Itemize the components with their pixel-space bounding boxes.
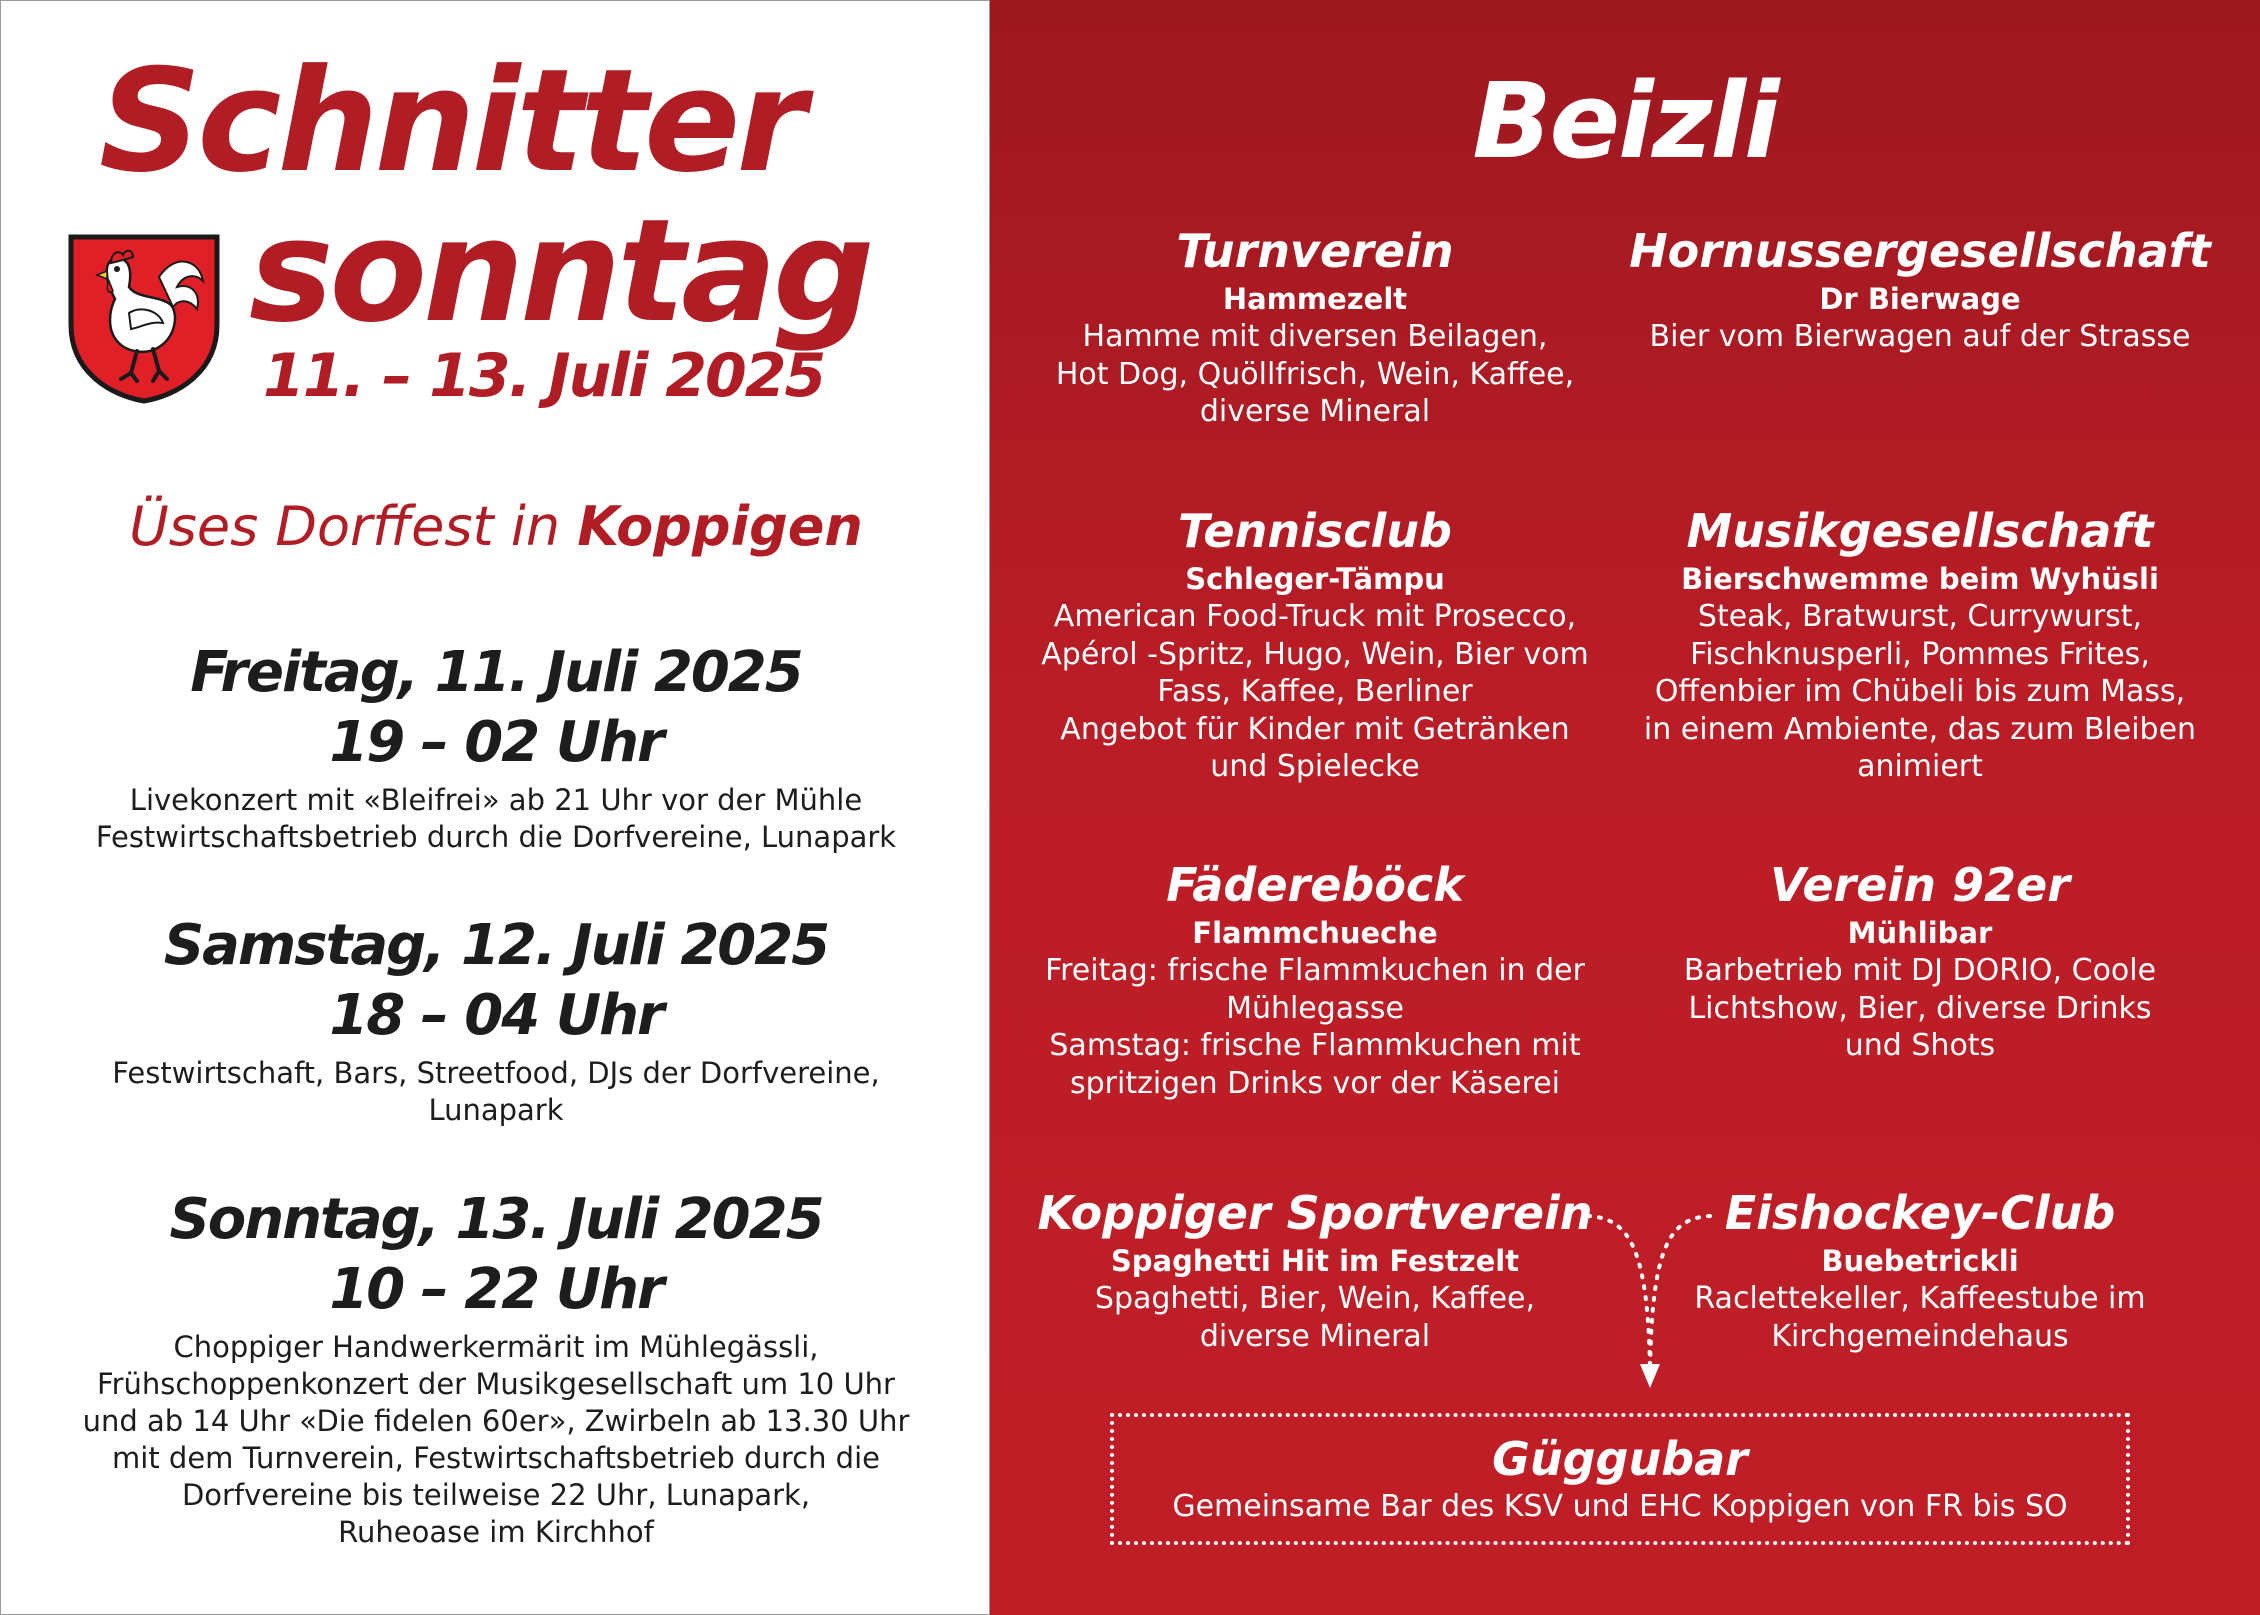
- day-line: Livekonzert mit «Bleifrei» ab 21 Uhr vor der Mühle: [129, 783, 863, 817]
- club-line: Raclettekeller, Kaffeestube im: [1694, 1281, 2146, 1316]
- club-line: spritzigen Drinks vor der Käserei: [1070, 1065, 1560, 1101]
- club-description: [1015, 318, 1615, 431]
- club-description: [1015, 598, 1615, 786]
- club-line: Mühlegasse: [1226, 990, 1404, 1026]
- tagline: [1, 495, 991, 558]
- club-line: und Spielecke: [1210, 749, 1420, 784]
- festival-dates: 11. – 13. Juli 2025: [263, 341, 825, 411]
- club-name: Musikgesellschaft: [1686, 504, 2154, 558]
- title-line-2: sonntag: [249, 189, 871, 354]
- club-line: diverse Mineral: [1199, 1318, 1431, 1354]
- club-line: Fass, Kaffee, Berliner: [1157, 674, 1473, 709]
- club-line: Steak, Bratwurst, Currywurst,: [1697, 599, 2143, 634]
- club-line: Apérol -Spritz, Hugo, Wein, Bier vom: [1041, 636, 1589, 672]
- club-description: [1620, 598, 2220, 786]
- day-hours: 18 – 04 Uhr: [329, 983, 663, 1048]
- club-description: [1620, 952, 2220, 1065]
- bar-description: Gemeinsame Bar des KSV und EHC Koppigen von FR bis SO: [1172, 1489, 2068, 1524]
- club-line: animiert: [1857, 749, 1983, 784]
- day-line: mit dem Turnverein, Festwirtschaftsbetrieb durch die: [112, 1441, 880, 1475]
- club-venue: Spaghetti Hit im Festzelt: [1110, 1244, 1520, 1278]
- club-koppiger-sportverein: [1015, 1184, 1615, 1355]
- club-line: Hot Dog, Quöllfrisch, Wein, Kaffee,: [1055, 356, 1575, 392]
- club-name: Tennisclub: [1177, 504, 1452, 558]
- day-line: Dorfvereine bis teilweise 22 Uhr, Lunapark,: [181, 1478, 811, 1512]
- right-panel: [990, 0, 2260, 1615]
- day-description: [1, 1329, 991, 1551]
- day-line: Choppiger Handwerkermärit im Mühlegässli,: [173, 1330, 819, 1364]
- club-description: [1620, 1280, 2220, 1355]
- club-line: Bier vom Bierwagen auf der Strasse: [1649, 319, 2191, 354]
- club-eishockey-club: [1620, 1184, 2220, 1355]
- club-description: [1015, 952, 1615, 1102]
- club-venue: Bierschwemme beim Wyhüsli: [1681, 562, 2159, 596]
- club-line: Offenbier im Chübeli bis zum Mass,: [1654, 674, 2186, 709]
- club-name: Hornussergesellschaft: [1629, 224, 2211, 278]
- day-line: Lunapark: [428, 1093, 564, 1127]
- club-line: Angebot für Kinder mit Getränken: [1060, 711, 1570, 747]
- club-hornussergesellschaft: [1620, 222, 2220, 356]
- day-description: [1, 1055, 991, 1129]
- day-sunday: [1, 1185, 991, 1551]
- club-line: Lichtshow, Bier, diverse Drinks: [1688, 990, 2152, 1026]
- club-line: Freitag: frische Flammkuchen in der: [1045, 953, 1585, 988]
- club-line: American Food-Truck mit Prosecco,: [1053, 599, 1577, 634]
- club-line: Spaghetti, Bier, Wein, Kaffee,: [1094, 1281, 1536, 1316]
- day-title: Samstag, 12. Juli 2025: [163, 913, 829, 978]
- day-hours: 19 – 02 Uhr: [329, 710, 663, 775]
- club-venue: Buebetrickli: [1821, 1244, 2019, 1278]
- day-saturday: [1, 911, 991, 1129]
- day-title: Freitag, 11. Juli 2025: [190, 640, 802, 705]
- club-description: [1620, 318, 2220, 356]
- club-name: Turnverein: [1176, 224, 1454, 278]
- club-line: Barbetrieb mit DJ DORIO, Coole: [1683, 953, 2157, 988]
- club-line: und Shots: [1844, 1028, 1996, 1063]
- club-line: in einem Ambiente, das zum Bleiben: [1643, 711, 2197, 747]
- title-line-1: Schnitter: [99, 39, 803, 204]
- club-musikgesellschaft: [1620, 502, 2220, 786]
- club-line: Hamme mit diversen Beilagen,: [1082, 319, 1548, 354]
- gueggubar-box: [1110, 1413, 2130, 1545]
- day-line: Festwirtschaftsbetrieb durch die Dorfvereine, Lunapark: [95, 820, 897, 854]
- day-description: [1, 782, 991, 856]
- club-venue: Flammchueche: [1192, 916, 1438, 950]
- club-description: [1015, 1280, 1615, 1355]
- club-line: Kirchgemeindehaus: [1771, 1318, 2069, 1354]
- club-line: Samstag: frische Flammkuchen mit: [1049, 1028, 1581, 1063]
- club-venue: Hammezelt: [1222, 282, 1408, 316]
- left-panel: [0, 0, 990, 1615]
- tagline-place: Koppigen: [577, 495, 863, 558]
- bar-name: Güggubar: [1492, 1432, 1748, 1486]
- club-faedereboeck: [1015, 856, 1615, 1102]
- club-name: Koppiger Sportverein: [1037, 1186, 1593, 1240]
- club-tennisclub: [1015, 502, 1615, 786]
- day-line: Frühschoppenkonzert der Musikgesellschaft um 10 Uhr: [97, 1367, 895, 1401]
- club-line: diverse Mineral: [1199, 394, 1431, 429]
- day-line: Festwirtschaft, Bars, Streetfood, DJs der Dorfvereine,: [112, 1056, 880, 1090]
- club-name: Verein 92er: [1770, 858, 2070, 912]
- club-venue: Dr Bierwage: [1819, 282, 2021, 316]
- club-venue: Schleger-Tämpu: [1185, 562, 1445, 596]
- club-name: Fädereböck: [1166, 858, 1464, 912]
- day-friday: [1, 638, 991, 856]
- day-hours: 10 – 22 Uhr: [329, 1257, 663, 1322]
- day-line: und ab 14 Uhr «Die fidelen 60er», Zwirbeln ab 13.30 Uhr: [82, 1404, 910, 1438]
- coat-of-arms-rooster-icon: [67, 233, 221, 405]
- club-turnverein: [1015, 222, 1615, 431]
- tagline-prefix: Üses Dorffest in: [129, 495, 578, 558]
- beizli-heading: Beizli: [1472, 60, 1778, 182]
- club-venue: Mühlibar: [1847, 916, 1993, 950]
- club-name: Eishockey-Club: [1724, 1186, 2116, 1240]
- club-line: Fischknusperli, Pommes Frites,: [1690, 636, 2150, 672]
- day-title: Sonntag, 13. Juli 2025: [169, 1187, 823, 1252]
- club-verein-92er: [1620, 856, 2220, 1065]
- day-line: Ruheoase im Kirchhof: [338, 1515, 654, 1549]
